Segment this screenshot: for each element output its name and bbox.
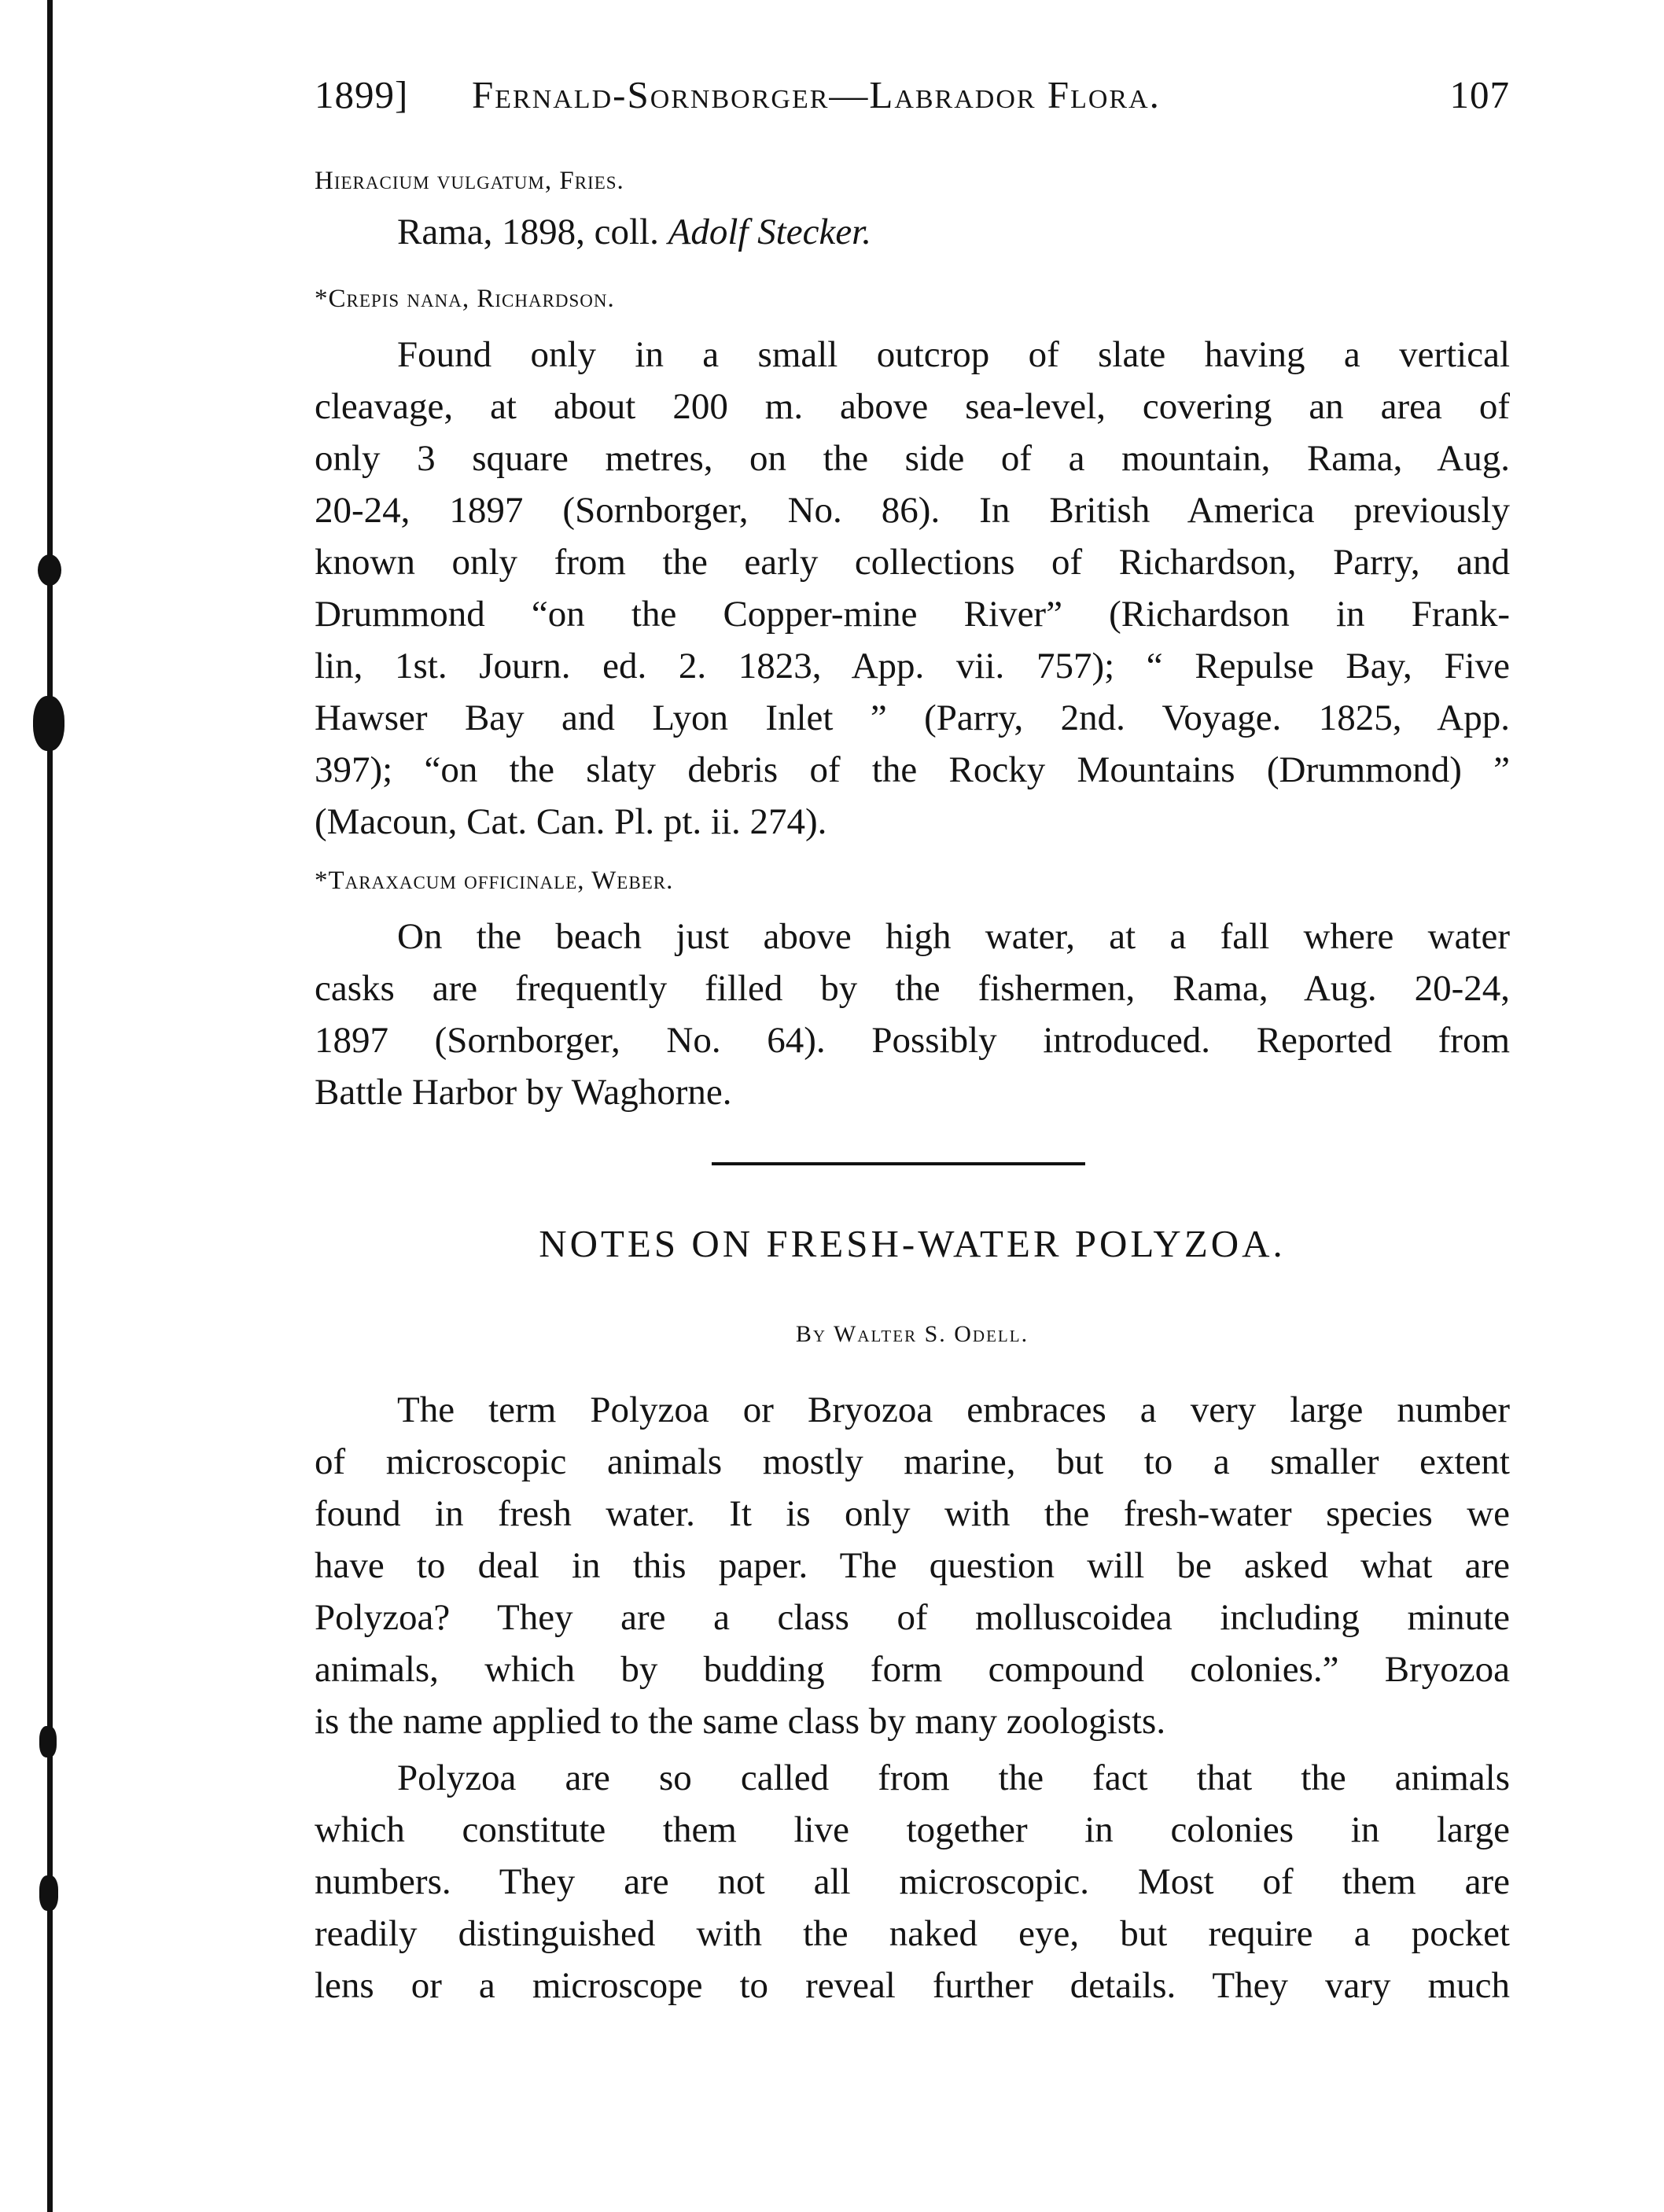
section-divider (712, 1162, 1085, 1165)
text-line: of microscopic animals mostly marine, but to a smaller extent (315, 1441, 1510, 1482)
text-line: animals, which by budding form compound colonies.” Bryozoa (315, 1649, 1510, 1690)
text-line: 1897 (Sornborger, No. 64). Possibly introduced. Reported from (315, 1020, 1510, 1061)
text-line: Battle Harbor by Waghorne. (315, 1072, 732, 1113)
text-line: known only from the early collections of Richardson, Parry, and (315, 542, 1510, 583)
text-line: lin, 1st. Journ. ed. 2. 1823, App. vii. 757); “ Repulse Bay, Five (315, 646, 1510, 686)
entry-crepis (315, 283, 1510, 848)
text-line: Polyzoa? They are a class of molluscoidea including minute (315, 1597, 1510, 1638)
taxon-heading: *Crepis nana, Richardson. (315, 285, 615, 313)
entry-taraxacum (315, 865, 1510, 1118)
entry-paragraph (315, 206, 1510, 258)
binding-mark (39, 1875, 58, 1911)
text-line: (Macoun, Cat. Can. Pl. pt. ii. 274). (315, 801, 827, 842)
text-line: Polyzoa are so called from the fact that the animals (397, 1757, 1510, 1798)
text-line: Drummond “on the Copper-mine River” (Richardson in Frank- (315, 594, 1510, 635)
text-line: On the beach just above high water, at a fall where water (397, 916, 1510, 957)
binding-mark (39, 1726, 57, 1757)
text-line: numbers. They are not all microscopic. Most of them are (315, 1861, 1510, 1902)
text-line: is the name applied to the same class by many zoologists. (315, 1701, 1166, 1742)
text-line: casks are frequently filled by the fishermen, Rama, Aug. 20-24, (315, 968, 1510, 1009)
article-paragraph (315, 1752, 1510, 2011)
text-line: only 3 square metres, on the side of a mountain, Rama, Aug. (315, 438, 1510, 479)
entry-hieracium (315, 165, 1510, 258)
text-line: cleavage, at about 200 m. above sea-level, covering an area of (315, 386, 1510, 427)
binding-mark (38, 554, 61, 586)
entry-paragraph (315, 329, 1510, 848)
text-line: found in fresh water. It is only with the fresh-water species we (315, 1493, 1510, 1534)
text-line: readily distinguished with the naked eye, but require a pocket (315, 1913, 1510, 1954)
taxon-heading: *Taraxacum officinale, Weber. (315, 867, 674, 895)
article-byline: By Walter S. Odell. (795, 1321, 1029, 1347)
text-line: which constitute them live together in colonies in large (315, 1809, 1510, 1850)
text-line: 397); “on the slaty debris of the Rocky Mountains (Drummond) ” (315, 749, 1510, 790)
article-paragraph (315, 1384, 1510, 1747)
text-line: The term Polyzoa or Bryozoa embraces a very large number (397, 1389, 1510, 1430)
running-head (315, 72, 1510, 120)
text-line: Found only in a small outcrop of slate having a vertical (397, 334, 1510, 375)
running-head-year: 1899] (315, 73, 409, 116)
entry-paragraph (315, 911, 1510, 1118)
binding-mark (33, 696, 64, 751)
article-title: NOTES ON FRESH-WATER POLYZOA. (539, 1222, 1286, 1265)
text-line: lens or a microscope to reveal further details. They vary much (315, 1965, 1510, 2006)
text-line: Rama, 1898, coll. Adolf Stecker. (397, 212, 872, 252)
text-line: have to deal in this paper. The question will be asked what are (315, 1545, 1510, 1586)
text-line: 20-24, 1897 (Sornborger, No. 86). In British America previously (315, 490, 1510, 531)
article-body (315, 1384, 1510, 2011)
running-head-title: Fernald-Sornborger—Labrador Flora. (472, 73, 1161, 116)
taxon-heading: Hieracium vulgatum, Fries. (315, 167, 624, 195)
page-number: 107 (1449, 73, 1510, 116)
collector-name: Adolf Stecker. (668, 212, 872, 252)
text-line: Hawser Bay and Lyon Inlet ” (Parry, 2nd. Voyage. 1825, App. (315, 697, 1510, 738)
